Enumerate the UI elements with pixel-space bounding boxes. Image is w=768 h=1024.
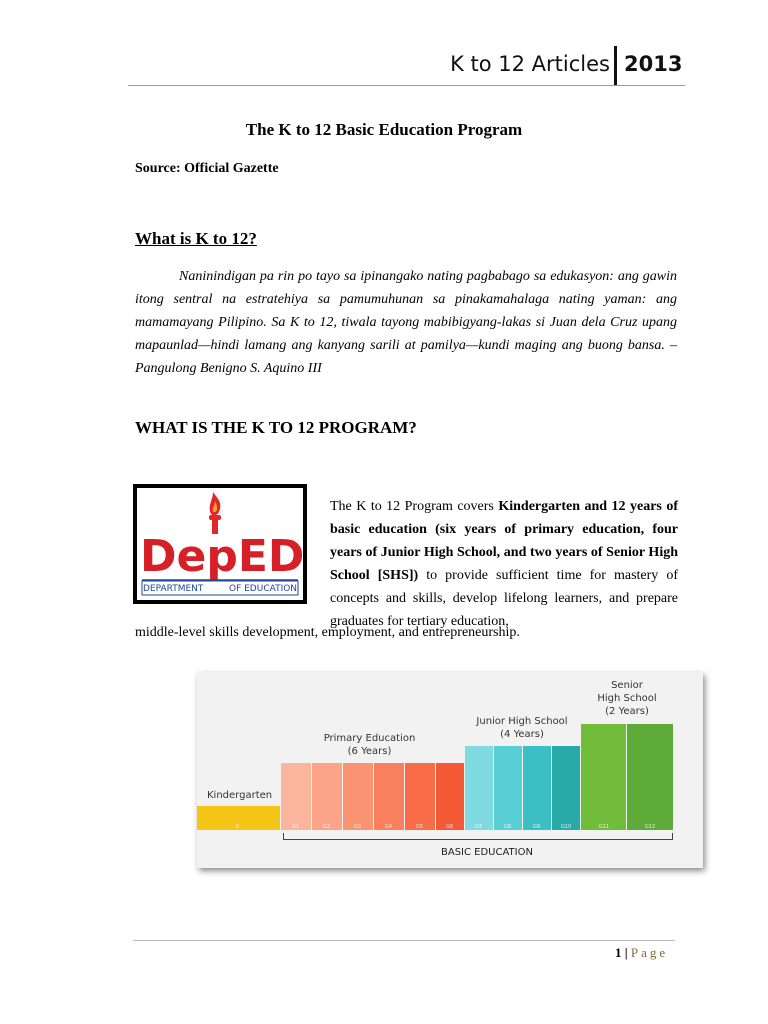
deped-logo-text: DepED [140, 531, 303, 582]
footer-page [615, 945, 668, 961]
junior-bar-g7 [465, 746, 493, 830]
grade-label-g9: G9 [533, 824, 541, 830]
source-line: Source: Official Gazette [135, 161, 279, 176]
grade-label-g1: G1 [292, 824, 300, 830]
deped-logo-subtitle-right: OF EDUCATION [229, 584, 298, 594]
primary-bar-g4 [374, 763, 404, 830]
senior-label-line2: High School [597, 693, 657, 704]
junior-label-line1: Junior High School [476, 716, 568, 727]
quote-paragraph: Naninindigan pa rin po tayo sa ipinangako nating pagbabago sa edukasyon: ang gawin itong sentral na estratehiya sa pamumuhunan sa pinakamahalaga nating yaman: ang mamamayang Pilipino. Sa K to 12, tiwala tayong mabibigyang-lakas si Juan dela Cruz upang mapaunlad—hindi lamang ang kanyang sarili at pamilya—kundi maging ang buong bansa. – Pangulong Benigno S. Aquino III [135, 269, 677, 376]
program-paragraph [330, 495, 678, 633]
grade-label-g8: G8 [504, 824, 512, 830]
section-heading-program: WHAT IS THE K TO 12 PROGRAM? [135, 418, 417, 437]
grade-label-g7: G7 [475, 824, 483, 830]
primary-label [317, 732, 422, 758]
senior-bar-g12 [627, 724, 673, 830]
junior-label [467, 715, 577, 741]
senior-bar-g11 [581, 724, 626, 830]
basic-education-label: BASIC EDUCATION [441, 847, 533, 858]
deped-logo-image [137, 488, 303, 600]
senior-label-line1: Senior [611, 680, 643, 691]
program-paragraph-last-line: middle-level skills development, employment, and entrepreneurship. [135, 625, 520, 640]
footer-rule [133, 940, 675, 941]
page-word: Page [630, 945, 669, 960]
k12-structure-graphic [197, 672, 703, 868]
grade-label-g4: G4 [385, 824, 393, 830]
primary-bar-g2 [312, 763, 342, 830]
primary-bar-g1 [281, 763, 311, 830]
header-divider [614, 46, 617, 86]
kindergarten-label: Kindergarten [207, 790, 273, 801]
document-title: The K to 12 Basic Education Program [245, 120, 523, 139]
program-text-start: The K to 12 Program covers [330, 499, 499, 514]
deped-logo-subtitle-left: DEPARTMENT [143, 584, 204, 594]
basic-education-bracket [283, 833, 673, 840]
program-text-end: to provide sufficient time for mastery of concepts and skills, develop lifelong learners, and prepare graduates for tertiary education, [330, 568, 679, 629]
grade-label-g2: G2 [323, 824, 331, 830]
grade-label-g6: G6 [446, 824, 454, 830]
header-year: 2013 [624, 52, 683, 76]
header-rule [128, 85, 685, 86]
primary-label-line1: Primary Education [323, 733, 416, 744]
section-heading-what-is: What is K to 12? [135, 229, 257, 248]
page-separator: | [624, 945, 628, 960]
grade-label-g11: G11 [599, 824, 610, 830]
junior-label-line2: (4 Years) [500, 729, 544, 740]
primary-bar-g3 [343, 763, 373, 830]
grade-label-g10: G10 [561, 824, 572, 830]
junior-bar-g8 [494, 746, 522, 830]
primary-bar-g5 [405, 763, 435, 830]
senior-label-line3: (2 Years) [605, 706, 649, 717]
junior-bar-g9 [523, 746, 551, 830]
primary-bar-g6 [436, 763, 464, 830]
grade-label-g3: G3 [354, 824, 362, 830]
senior-label [579, 679, 675, 718]
deped-logo [133, 484, 307, 604]
grade-label-g5: G5 [416, 824, 424, 830]
grade-label-g12: G12 [645, 824, 656, 830]
primary-label-line2: (6 Years) [347, 746, 392, 757]
page-number: 1 [615, 945, 622, 960]
junior-bar-g10 [552, 746, 580, 830]
program-text-bold: Kindergarten and 12 years of basic education (six years of primary education, four years of Junior High School, and two years of Senior High School [SHS]) [330, 499, 678, 583]
grade-label-k: K [236, 824, 240, 830]
header-title: K to 12 Articles [450, 52, 610, 76]
